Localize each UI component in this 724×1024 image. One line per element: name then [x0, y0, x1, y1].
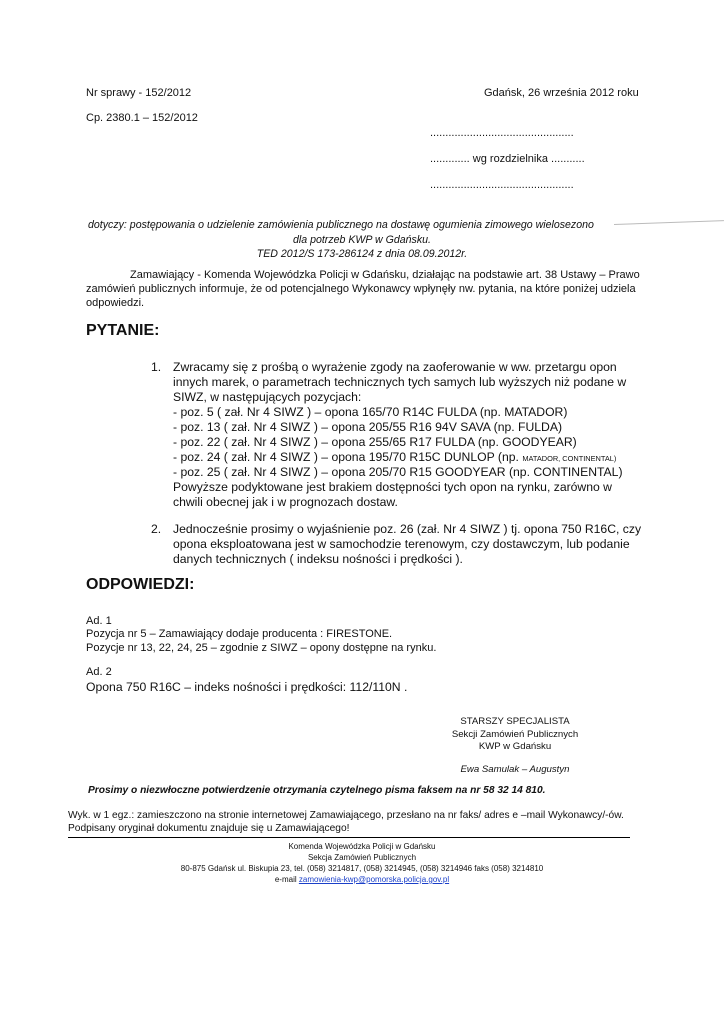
- question-1-line: - poz. 22 ( zał. Nr 4 SIWZ ) – opona 255/65 R17 FULDA (np. GOODYEAR): [173, 435, 577, 449]
- distribution-note-line-1: Wyk. w 1 egz.: zamieszczono na stronie internetowej Zamawiającego, przesłano na nr faks/ adres e –mail Wykonawcy/-ów.: [68, 810, 624, 821]
- question-1-line-text: - poz. 24 ( zał. Nr 4 SIWZ ) – opona 195/70 R15C DUNLOP (np.: [173, 450, 519, 464]
- answers-heading: ODPOWIEDZI:: [86, 576, 195, 593]
- questions-heading: PYTANIE:: [86, 322, 160, 339]
- case-number: Nr sprawy - 152/2012: [86, 87, 192, 99]
- distribution-line: ............. wg rozdzielnika ...........: [430, 153, 585, 165]
- scan-artifact-line: [614, 220, 724, 225]
- recipient-dots-line: ...............................................: [430, 127, 574, 139]
- subject-line-3: TED 2012/S 173-286124 z dnia 08.09.2012r.: [256, 248, 468, 260]
- question-1-line: chwili obecnej jak i w prognozach dostaw.: [173, 495, 398, 509]
- question-1-line: [173, 450, 616, 466]
- footer-email-link[interactable]: zamowienia-kwp@pomorska.policja.gov.pl: [298, 875, 450, 884]
- signature-org: KWP w Gdańsku: [478, 741, 552, 752]
- intro-line-3: odpowiedzi.: [86, 297, 145, 309]
- question-2-line: Jednocześnie prosimy o wyjaśnienie poz. 26 (zał. Nr 4 SIWZ ) tj. opona 750 R16C, czy: [173, 522, 642, 536]
- footer-line-1: Komenda Wojewódzka Policji w Gdańsku: [288, 842, 436, 851]
- answer-2-line: Opona 750 R16C – indeks nośności i prędkości: 112/110N .: [86, 680, 408, 694]
- question-2-line: opona eksploatowana jest w samochodzie terenowym, czy dostawczym, lub podanie: [173, 537, 630, 551]
- recipient-dots-line-2: ...............................................: [430, 179, 574, 191]
- answer-1-line: Pozycja nr 5 – Zamawiający dodaje producenta : FIRESTONE.: [86, 628, 393, 640]
- question-1-small-suffix: MATADOR, CONTINENTAL): [522, 454, 617, 463]
- question-1-line: SIWZ, w następujących pozycjach:: [173, 390, 362, 404]
- intro-line-1: Zamawiający - Komenda Wojewódzka Policji w Gdańsku, działając na podstawie art. 38 Ustawy – Prawo: [130, 269, 640, 281]
- place-date: Gdańsk, 26 września 2012 roku: [484, 87, 639, 99]
- intro-line-2: zamówień publicznych informuje, że od potencjalnego Wykonawcy wpłynęły nw. pytania, na które poniżej udziela: [86, 283, 636, 295]
- question-1-line: Zwracamy się z prośbą o wyrażenie zgody na zaoferowanie w ww. przetargu opon: [173, 360, 617, 374]
- question-1-line: - poz. 25 ( zał. Nr 4 SIWZ ) – opona 205/70 R15 GOODYEAR (np. CONTINENTAL): [173, 465, 623, 479]
- footer-divider: [68, 837, 630, 838]
- footer-line-2: Sekcja Zamówień Publicznych: [307, 853, 417, 862]
- question-1-line: Powyższe podyktowane jest brakiem dostępności tych opon na rynku, zarówno w: [173, 480, 612, 494]
- question-1-line: innych marek, o parametrach technicznych tych samych lub wyższych niż podane w: [173, 375, 627, 389]
- reference-number: Cp. 2380.1 – 152/2012: [86, 112, 198, 124]
- question-number: 2.: [151, 522, 162, 536]
- question-1-line: - poz. 13 ( zał. Nr 4 SIWZ ) – opona 205/55 R16 94V SAVA (np. FULDA): [173, 420, 563, 434]
- subject-line-2: dla potrzeb KWP w Gdańsku.: [293, 234, 431, 246]
- question-2-line: danych technicznych ( indeksu nośności i prędkości ).: [173, 552, 463, 566]
- footer-email-line: [0, 875, 724, 886]
- signature-unit: Sekcji Zamówień Publicznych: [451, 729, 579, 740]
- subject-line-1: dotyczy: postępowania o udzielenie zamówienia publicznego na dostawę ogumienia zimowego wielosezono: [88, 219, 594, 231]
- signature-name: Ewa Samulak – Augustyn: [460, 764, 570, 775]
- question-number: 1.: [151, 360, 162, 374]
- answer-1-line: Pozycje nr 13, 22, 24, 25 – zgodnie z SIWZ – opony dostępne na rynku.: [86, 642, 437, 654]
- answer-label: Ad. 2: [86, 666, 112, 678]
- fax-request: Prosimy o niezwłoczne potwierdzenie otrzymania czytelnego pisma faksem na nr 58 32 14 810.: [88, 785, 546, 796]
- footer-line-3: 80-875 Gdańsk ul. Biskupia 23, tel. (058) 3214817, (058) 3214945, (058) 3214946 faks (058) 3214810: [180, 864, 544, 873]
- answer-label: Ad. 1: [86, 615, 112, 627]
- question-1-line: - poz. 5 ( zał. Nr 4 SIWZ ) – opona 165/70 R14C FULDA (np. MATADOR): [173, 405, 568, 419]
- footer-email-prefix: e-mail: [274, 875, 299, 884]
- signature-title: STARSZY SPECJALISTA: [460, 716, 570, 727]
- distribution-note-line-2: Podpisany oryginał dokumentu znajduje się u Zamawiającego!: [68, 823, 350, 834]
